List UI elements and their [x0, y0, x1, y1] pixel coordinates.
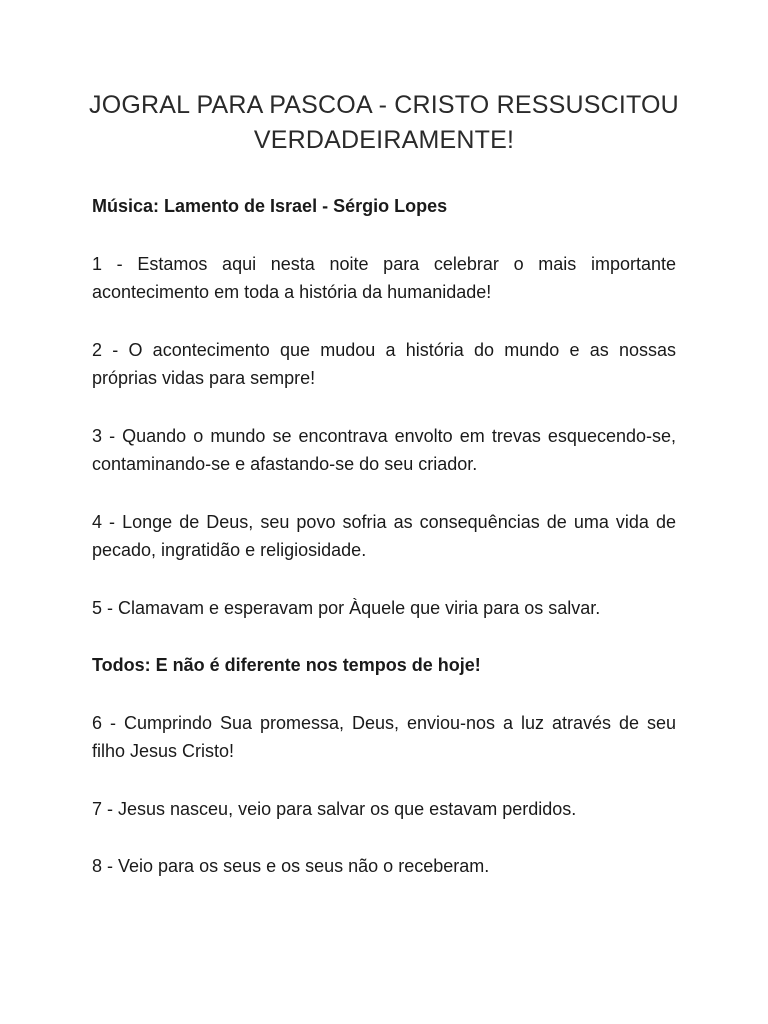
speaker-line-7: 7 - Jesus nasceu, veio para salvar os que estavam perdidos. — [92, 798, 577, 819]
speaker-line-1: 1 - Estamos aqui nesta noite para celebrar o mais importante acontecimento em toda a história da humanidade! — [92, 253, 676, 302]
all-speakers-line: Todos: E não é diferente nos tempos de hoje! — [92, 655, 481, 675]
speaker-line-2: 2 - O acontecimento que mudou a história do mundo e as nossas próprias vidas para sempre! — [92, 339, 676, 388]
document-title: JOGRAL PARA PASCOA - CRISTO RESSUSCITOU VERDADEIRAMENTE! — [89, 91, 679, 154]
speaker-line-5: 5 - Clamavam e esperavam por Àquele que viria para os salvar. — [92, 597, 601, 618]
speaker-line-3: 3 - Quando o mundo se encontrava envolto em trevas esquecendo-se, contaminando-se e afastando-se do seu criador. — [92, 425, 676, 474]
speaker-line-4: 4 - Longe de Deus, seu povo sofria as consequências de uma vida de pecado, ingratidão e religiosidade. — [92, 511, 676, 560]
speaker-line-8: 8 - Veio para os seus e os seus não o receberam. — [92, 856, 490, 876]
music-line: Música: Lamento de Israel - Sérgio Lopes — [92, 196, 448, 216]
document-body — [92, 192, 676, 910]
speaker-line-6: 6 - Cumprindo Sua promessa, Deus, enviou-nos a luz através de seu filho Jesus Cristo! — [92, 712, 676, 761]
